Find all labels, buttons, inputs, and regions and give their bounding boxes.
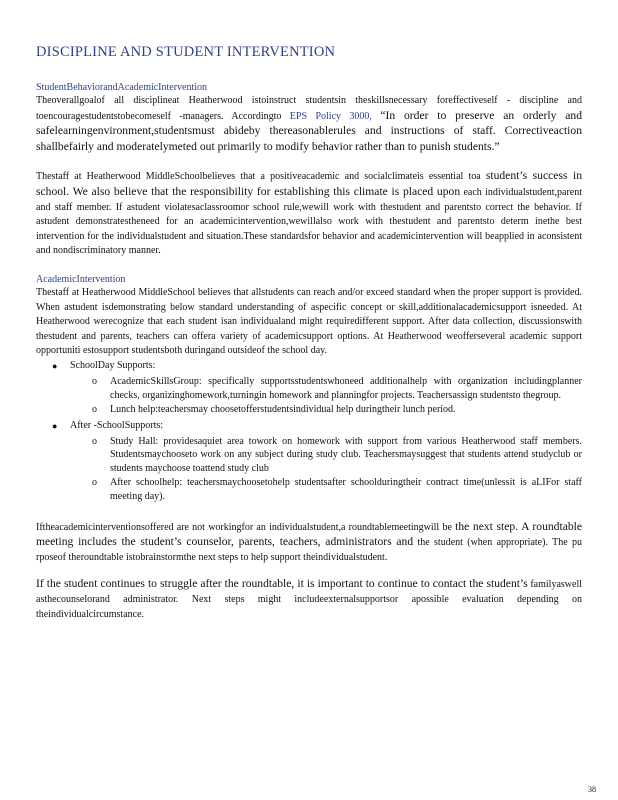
sub-list (54, 375, 582, 417)
list-item (92, 476, 582, 503)
bullet-icon: ● (52, 420, 58, 431)
policy-quote-end: rather than to punish students.” (354, 139, 500, 153)
contact-line-2: familyaswell asthecounselorand administrator. Next steps might includeexternalsupportsor apossible evaluation depending on theindividualcircumstance. (36, 579, 582, 620)
beliefs-line-3: each individualstudent,parent and staff member. If astudent violatesaclassroomor school rule,wewill work with thestudent and parentsto correct the behavior. If astudent demonstratestheneed for an academicintervention,wewillalso work with thestudent and parentsto determ inethe best intervention for the individualstudent and situation.These standardsfor behavior and academicintervention will beapplied in aconsistent and nondiscriminatory manner. (36, 186, 582, 257)
roundtable-line-2: the next step. A roundtable meeting includes the student’s counselor, parents, teachers, administrators and (36, 519, 583, 549)
circle-bullet-icon: o (92, 477, 97, 489)
support-item-text: Lunch help:teachersmay choosetofferstudentsindividual help duringtheir lunch period. (110, 404, 456, 416)
list-item (54, 359, 582, 417)
paragraph-academic-intervention: Thestaff at Heatherwood MiddleSchool believes that allstudents can reach and/or exceed standard when the proper support is provided. When astudent isdemonstrating below standard understanding of aspecific concept or skill,additionalacademicsupport isneeded. At Heatherwood werecognize that each student isan individualand might requiredifferent support. After data collection, discussionswith thestudent and parents, teachers can offera variety of academicsupport options. At Heatherwood weofferseveral academic support opportuniti estosupport studentsboth duringand outsideof the school day. (36, 286, 582, 357)
page-number: 38 (588, 785, 596, 794)
list-item (54, 419, 582, 504)
supports-label: After -SchoolSupports: (70, 419, 164, 431)
roundtable-line-1: Iftheacademicinterventionsoffered are not workingfor an individualstudent,a roundtablemeetingwill be (36, 521, 452, 533)
supports-list (36, 359, 582, 504)
roundtable-line-3: the student (when appropriate). The pu rposeof theroundtable istobrainstormthe next steps to help support theindividualstudent. (36, 537, 582, 563)
beliefs-line-1: Thestaff at Heatherwood MiddleSchoolbelieves that a positiveacademic and socialclimateis essential toa (36, 171, 481, 183)
circle-bullet-icon: o (92, 435, 97, 447)
circle-bullet-icon: o (92, 375, 97, 387)
goal-text: Theoverallgoalof all disciplineat Heatherwood istoinstruct studentsin theskillsnecessary foreffectiveself - discipline and toencouragestudentstobecomeself -managers. Accordingto (36, 95, 582, 122)
supports-label: SchoolDay Supports: (70, 359, 156, 371)
support-item-text: Study Hall: providesaquiet area towork on homework with support from various Heatherwood staff members. Studentsmaychooseto work on any subject during study club. Teachersmaysuggest that students attend studyclub or students maychoose toattend study club (110, 435, 582, 474)
support-item-text: AcademicSkillsGroup: specifically supportsstudentswhoneed additionalhelp with organization includingplanner checks, organizinghomework,turningin homework and planningfor projects. Teachersassign studentsto thegroup. (110, 375, 582, 401)
list-item (92, 435, 582, 476)
paragraph-overall-goal (36, 94, 582, 155)
section-title-academic: AcademicIntervention (36, 273, 126, 285)
section-title-behavior: StudentBehaviorandAcademicIntervention (36, 82, 208, 93)
support-item-text: After schoolhelp: teachersmaychoosetohelp studentsafter schoolduringtheir contract time(unlessit is aLIFor staff meeting day). (110, 477, 582, 503)
page-content (36, 44, 582, 622)
circle-bullet-icon: o (92, 404, 97, 416)
list-item (92, 403, 582, 417)
policy-quote: “In order to preserve an orderly and safelearningenvironment,studentsmust abideby thereasonablerules and instructions of staff. Correctiveaction shallbefairly and moderatelymeted out primarily to modify behavior (36, 108, 582, 153)
beliefs-line-2: student’s success in school. We also believe that the responsibility for establishing this climate is placed upon (36, 169, 583, 198)
bullet-icon: ● (52, 360, 58, 371)
list-item (92, 375, 582, 402)
page-title: DISCIPLINE AND STUDENT INTERVENTION (36, 44, 336, 60)
paragraph-staff-beliefs (36, 169, 582, 259)
paragraph-continue-contact (36, 577, 582, 622)
sub-list (54, 435, 582, 504)
paragraph-roundtable (36, 520, 582, 566)
policy-link[interactable]: EPS Policy 3000, (289, 110, 372, 122)
contact-line-1: If the student continues to struggle after the roundtable, it is important to continue to contact the student’s (36, 577, 528, 591)
